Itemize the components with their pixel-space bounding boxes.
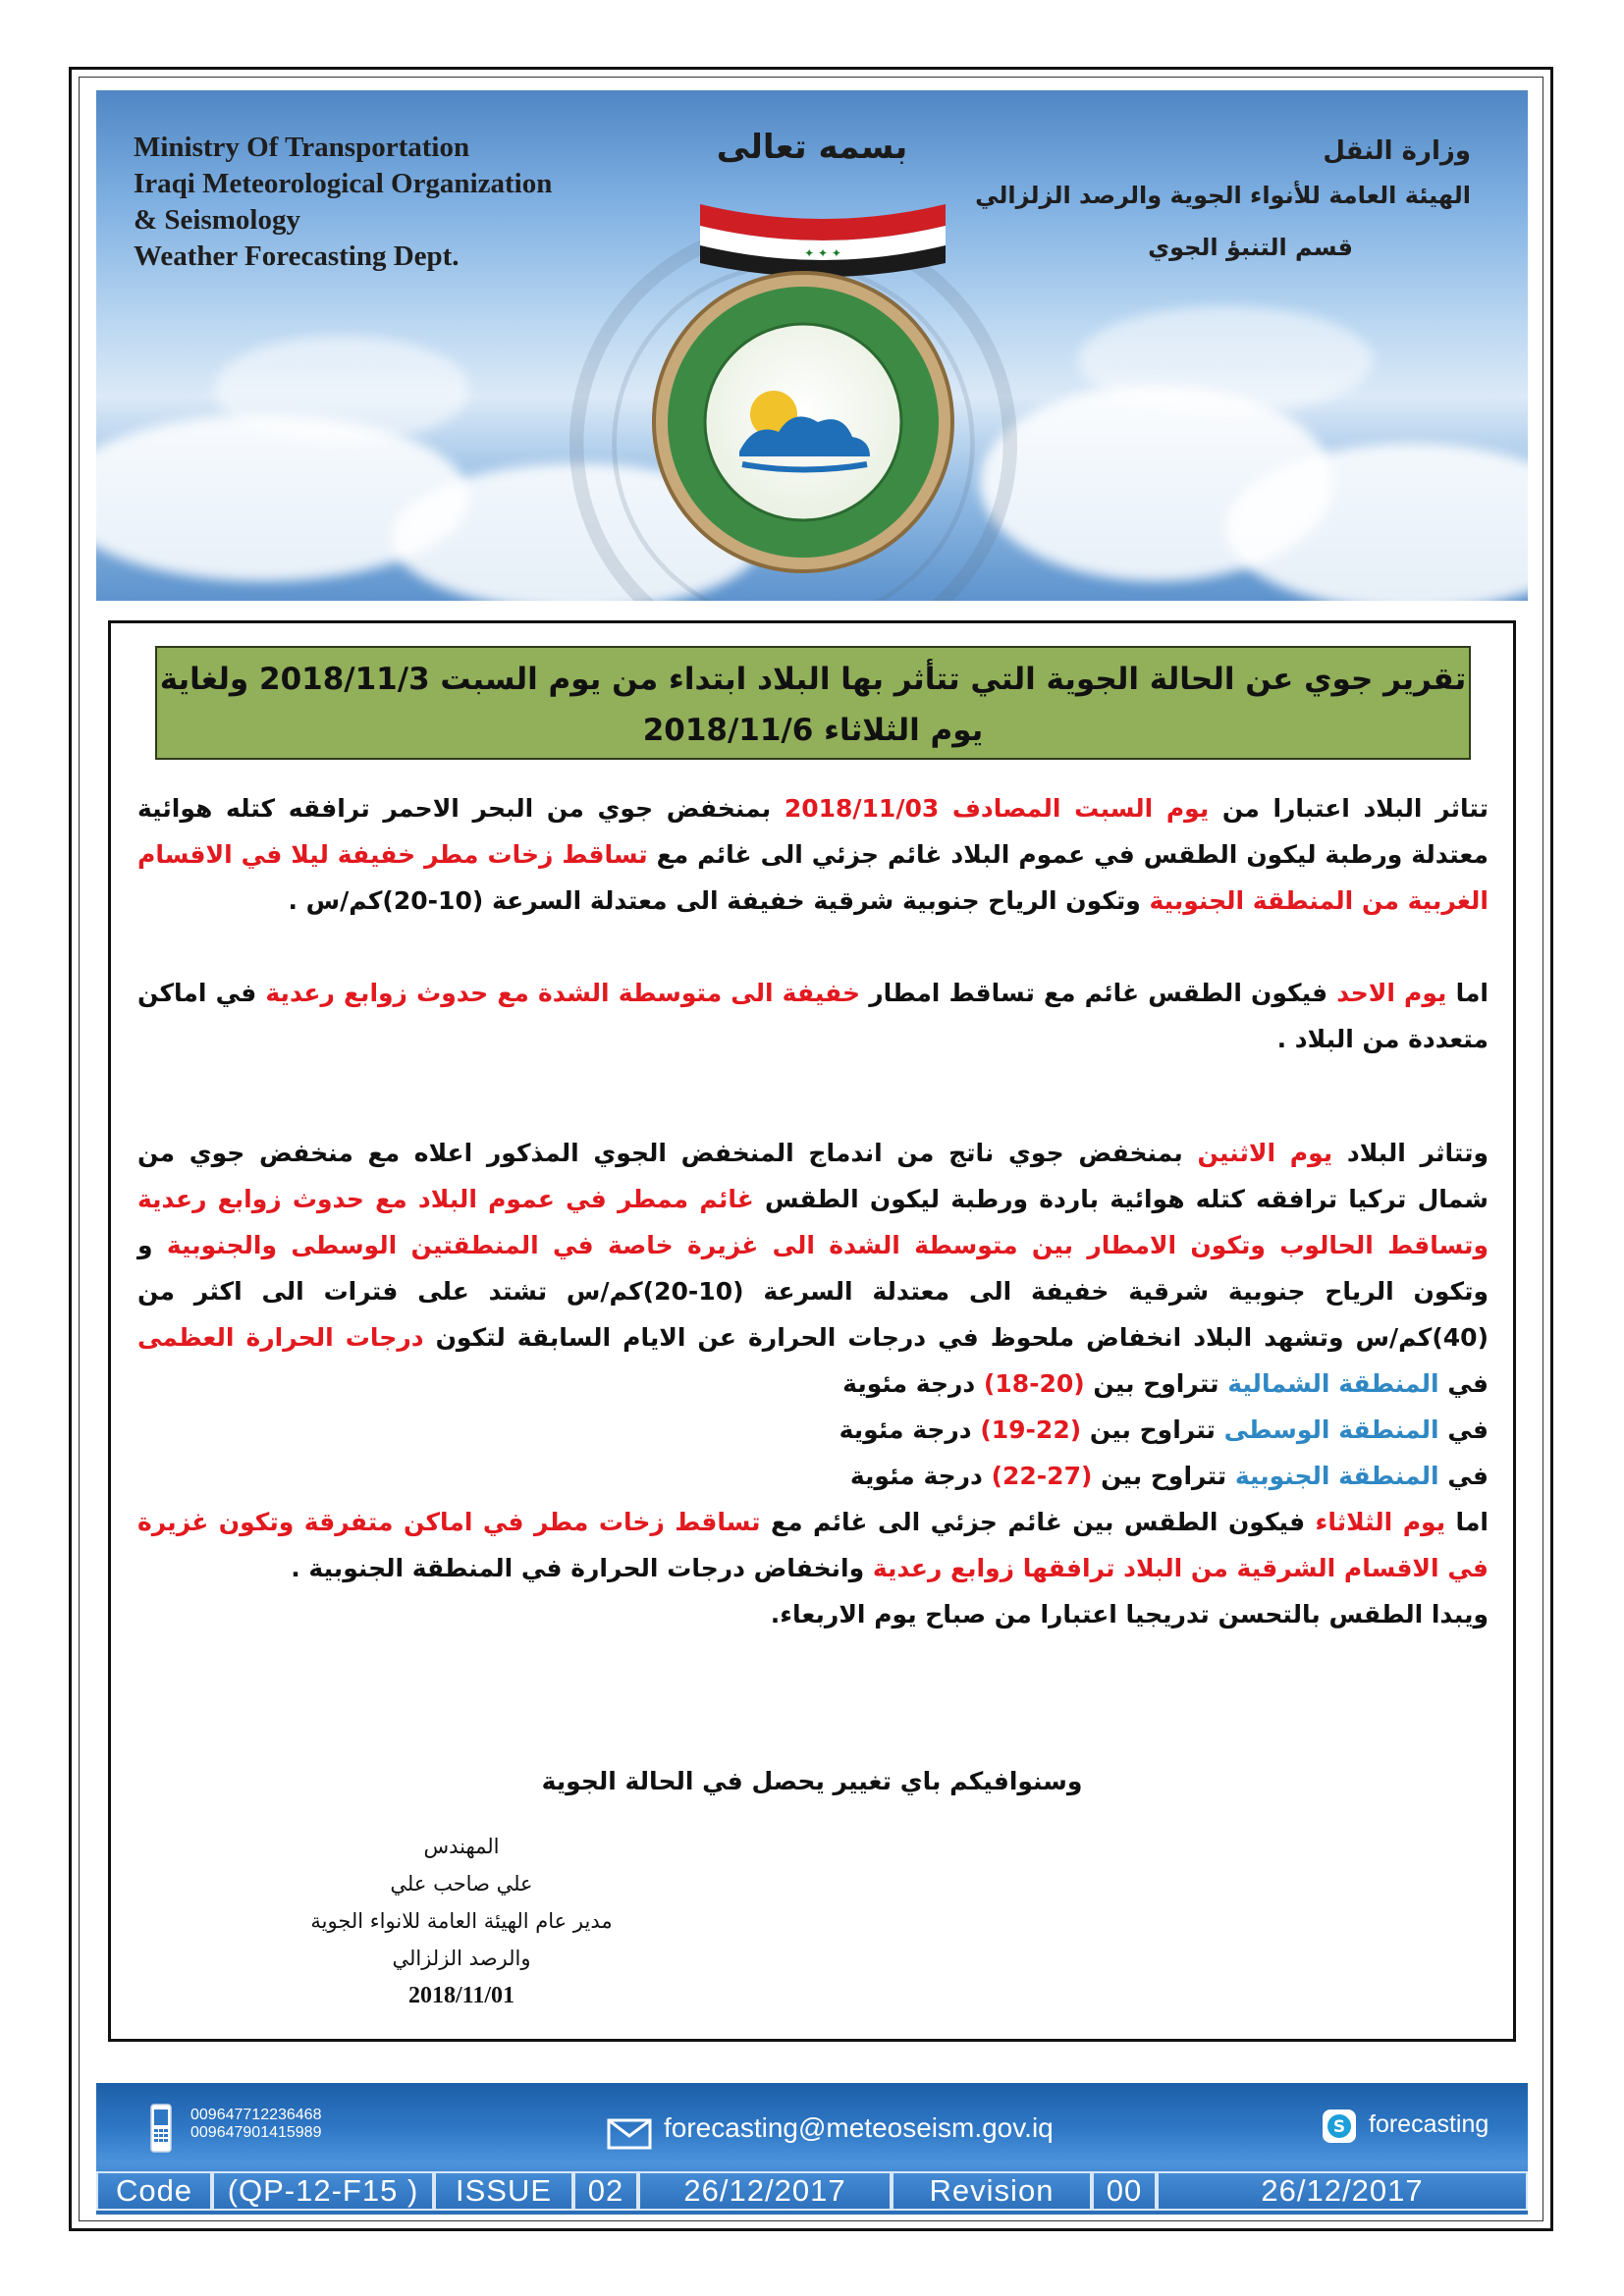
signature-role-2: والرصد الزلزالي <box>392 1947 531 1970</box>
revision-number: 00 <box>1092 2171 1157 2211</box>
organization-name-en: Iraqi Meteorological Organization <box>134 168 553 199</box>
phone-number-1: 009647712236468 <box>190 2107 322 2123</box>
temperature-north: في المنطقة الشمالية تتراوح بين (18-20) درجة مئوية <box>842 1369 1489 1398</box>
organization-name-ar: الهيئة العامة للأنواء الجوية والرصد الزلزالي <box>975 182 1471 209</box>
paragraph-sunday <box>137 970 1489 1062</box>
revision-label: Revision <box>892 2171 1092 2211</box>
text-line: تتاثر البلاد اعتبارا من يوم السبت المصادف 2018/11/03 بمنخفض جوي من البحر الاحمر ترافقه كتله هوائية <box>137 794 1489 823</box>
text-line: اما يوم الاحد فيكون الطقس غائم مع تساقط امطار خفيفة الى متوسطة الشدة مع حدوث زوابع رعدية في اماكن <box>137 979 1489 1007</box>
signature-block <box>226 1828 697 2014</box>
highlight-scattered-rain: تساقط زخات مطر في اماكن متفرقة وتكون غزيرة <box>137 1508 761 1536</box>
issue-label: ISSUE <box>434 2171 573 2211</box>
mobile-phone-icon <box>149 2103 173 2154</box>
document-code-row <box>96 2171 1528 2211</box>
organization-seal-logo <box>646 265 960 579</box>
region-north: المنطقة الشمالية <box>1227 1369 1439 1398</box>
envelope-icon <box>607 2118 652 2150</box>
cloud-decoration <box>214 336 469 444</box>
text-line: في الاقسام الشرقية من البلاد ترافقها زوابع رعدية وانخفاض درجات الحرارة في المنطقة الجنوبية . <box>291 1554 1489 1582</box>
paragraph-saturday <box>137 785 1489 924</box>
signature-date: 2018/11/01 <box>407 1983 514 2008</box>
temp-range-central: (19-22) <box>980 1415 1082 1444</box>
temp-range-north: (18-20) <box>983 1369 1085 1398</box>
code-value: (QP-12-F15 ) <box>212 2171 434 2211</box>
ministry-name-en: Ministry Of Transportation <box>134 132 470 163</box>
highlight-rainy-cloudy: غائم ممطر في عموم البلاد مع حدوث زوابع رعدية <box>137 1185 754 1213</box>
report-title-box <box>155 646 1471 760</box>
highlight-max-temperatures: درجات الحرارة العظمى <box>137 1323 424 1352</box>
issue-date: 26/12/2017 <box>638 2171 892 2211</box>
temperature-central: في المنطقة الوسطى تتراوح بين (19-22) درجة مئوية <box>839 1415 1489 1444</box>
text-line: معتدلة ورطبة ليكون الطقس في عموم البلاد غائم جزئي الى غائم مع تساقط زخات مطر خفيفة ليلا في الاقسام <box>137 840 1489 869</box>
closing-statement: وسنوافيكم باي تغيير يحصل في الحالة الجوية <box>541 1767 1083 1795</box>
signature-title: المهندس <box>423 1835 500 1858</box>
skype-handle[interactable]: forecasting <box>1369 2110 1489 2138</box>
text-line: وتتاثر البلاد يوم الاثنين بمنخفض جوي ناتج من اندماج المنخفض الجوي المذكور اعلاه مع منخفض جوي من <box>137 1139 1489 1167</box>
highlight-saturday: يوم السبت المصادف 2018/11/03 <box>784 794 1210 823</box>
ministry-name-ar: وزارة النقل <box>1323 136 1471 166</box>
cloud-decoration <box>1078 306 1373 414</box>
skype-icon <box>1322 2109 1357 2144</box>
paragraph-tuesday <box>137 1499 1489 1637</box>
highlight-southern-region: الغربية من المنطقة الجنوبية <box>1149 886 1489 915</box>
highlight-monday: يوم الاثنين <box>1197 1139 1333 1167</box>
phone-number-2: 009647901415989 <box>190 2124 322 2141</box>
revision-date: 26/12/2017 <box>1157 2171 1528 2211</box>
text-line: ويبدا الطقس بالتحسن تدريجيا اعتبارا من صباح يوم الاربعاء. <box>770 1600 1489 1629</box>
text-line: وتكون الرياح جنوبية شرقية خفيفة الى معتدلة السرعة (10-20)كم/س تشتد على فترات الى اكثر من <box>137 1277 1489 1306</box>
signature-name: علي صاحب علي <box>390 1872 533 1896</box>
header-arabic-block <box>975 130 1471 277</box>
signature-role: مدير عام الهيئة العامة للانواء الجوية <box>310 1909 613 1933</box>
region-south: المنطقة الجنوبية <box>1234 1462 1439 1490</box>
highlight-thunderstorms: خفيفة الى متوسطة الشدة مع حدوث زوابع رعدية <box>265 979 861 1007</box>
highlight-light-rain: تساقط زخات مطر خفيفة ليلا في الاقسام <box>137 840 648 869</box>
basmala: بسمه تعالى <box>716 128 908 167</box>
header-banner <box>96 90 1528 601</box>
issue-number: 02 <box>573 2171 638 2211</box>
highlight-tuesday: يوم الثلاثاء <box>1315 1508 1446 1536</box>
report-body <box>137 785 1489 1637</box>
svg-text:S: S <box>1332 2117 1346 2137</box>
temp-range-south: (22-27) <box>991 1462 1093 1490</box>
paragraph-monday <box>137 1130 1489 1499</box>
text-line: اما يوم الثلاثاء فيكون الطقس بين غائم جزئي الى غائم مع تساقط زخات مطر في اماكن متفرقة وتكون غزيرة <box>137 1508 1489 1536</box>
department-name-en: Weather Forecasting Dept. <box>134 240 460 272</box>
report-title-line-2: يوم الثلاثاء 2018/11/6 <box>642 713 984 748</box>
code-label: Code <box>96 2171 212 2211</box>
highlight-hail: وتساقط الحالوب وتكون الامطار بين متوسطة الشدة الى غزيرة خاصة في المنطقتين الوسطى والجنوبية <box>166 1231 1489 1259</box>
text-line: الغربية من المنطقة الجنوبية وتكون الرياح جنوبية شرقية خفيفة الى معتدلة السرعة (10-20)كم/س . <box>288 886 1489 915</box>
highlight-sunday: يوم الاحد <box>1336 979 1447 1007</box>
department-name-ar: قسم التنبؤ الجوي <box>1148 234 1353 261</box>
phone-numbers <box>190 2107 321 2142</box>
text-line: شمال تركيا ترافقه كتله هوائية باردة ورطبة ليكون الطقس غائم ممطر في عموم البلاد مع حدوث زوابع رعدية <box>137 1185 1489 1213</box>
report-title-line-1: تقرير جوي عن الحالة الجوية التي تتأثر بها البلاد ابتداء من يوم السبت 2018/11/3 ولغاية <box>159 662 1467 697</box>
region-central: المنطقة الوسطى <box>1223 1415 1439 1444</box>
text-line: متعددة من البلاد . <box>1276 1025 1489 1053</box>
footer-bar <box>96 2083 1528 2215</box>
temperature-south: في المنطقة الجنوبية تتراوح بين (22-27) درجة مئوية <box>849 1462 1489 1490</box>
highlight-eastern-thunderstorms: في الاقسام الشرقية من البلاد ترافقها زوابع رعدية <box>872 1554 1489 1582</box>
email-address[interactable]: forecasting@meteoseism.gov.iq <box>664 2112 1054 2143</box>
text-line: (40)كم/س وتشهد البلاد انخفاض ملحوظ في درجات الحرارة عن الايام السابقة لتكون درجات الحرارة العظمى <box>137 1323 1489 1352</box>
organization-name-en-2: & Seismology <box>134 204 300 236</box>
text-line: وتساقط الحالوب وتكون الامطار بين متوسطة الشدة الى غزيرة خاصة في المنطقتين الوسطى والجنوبية و <box>137 1231 1489 1259</box>
svg-text:✦ ✦ ✦: ✦ ✦ ✦ <box>804 246 841 260</box>
